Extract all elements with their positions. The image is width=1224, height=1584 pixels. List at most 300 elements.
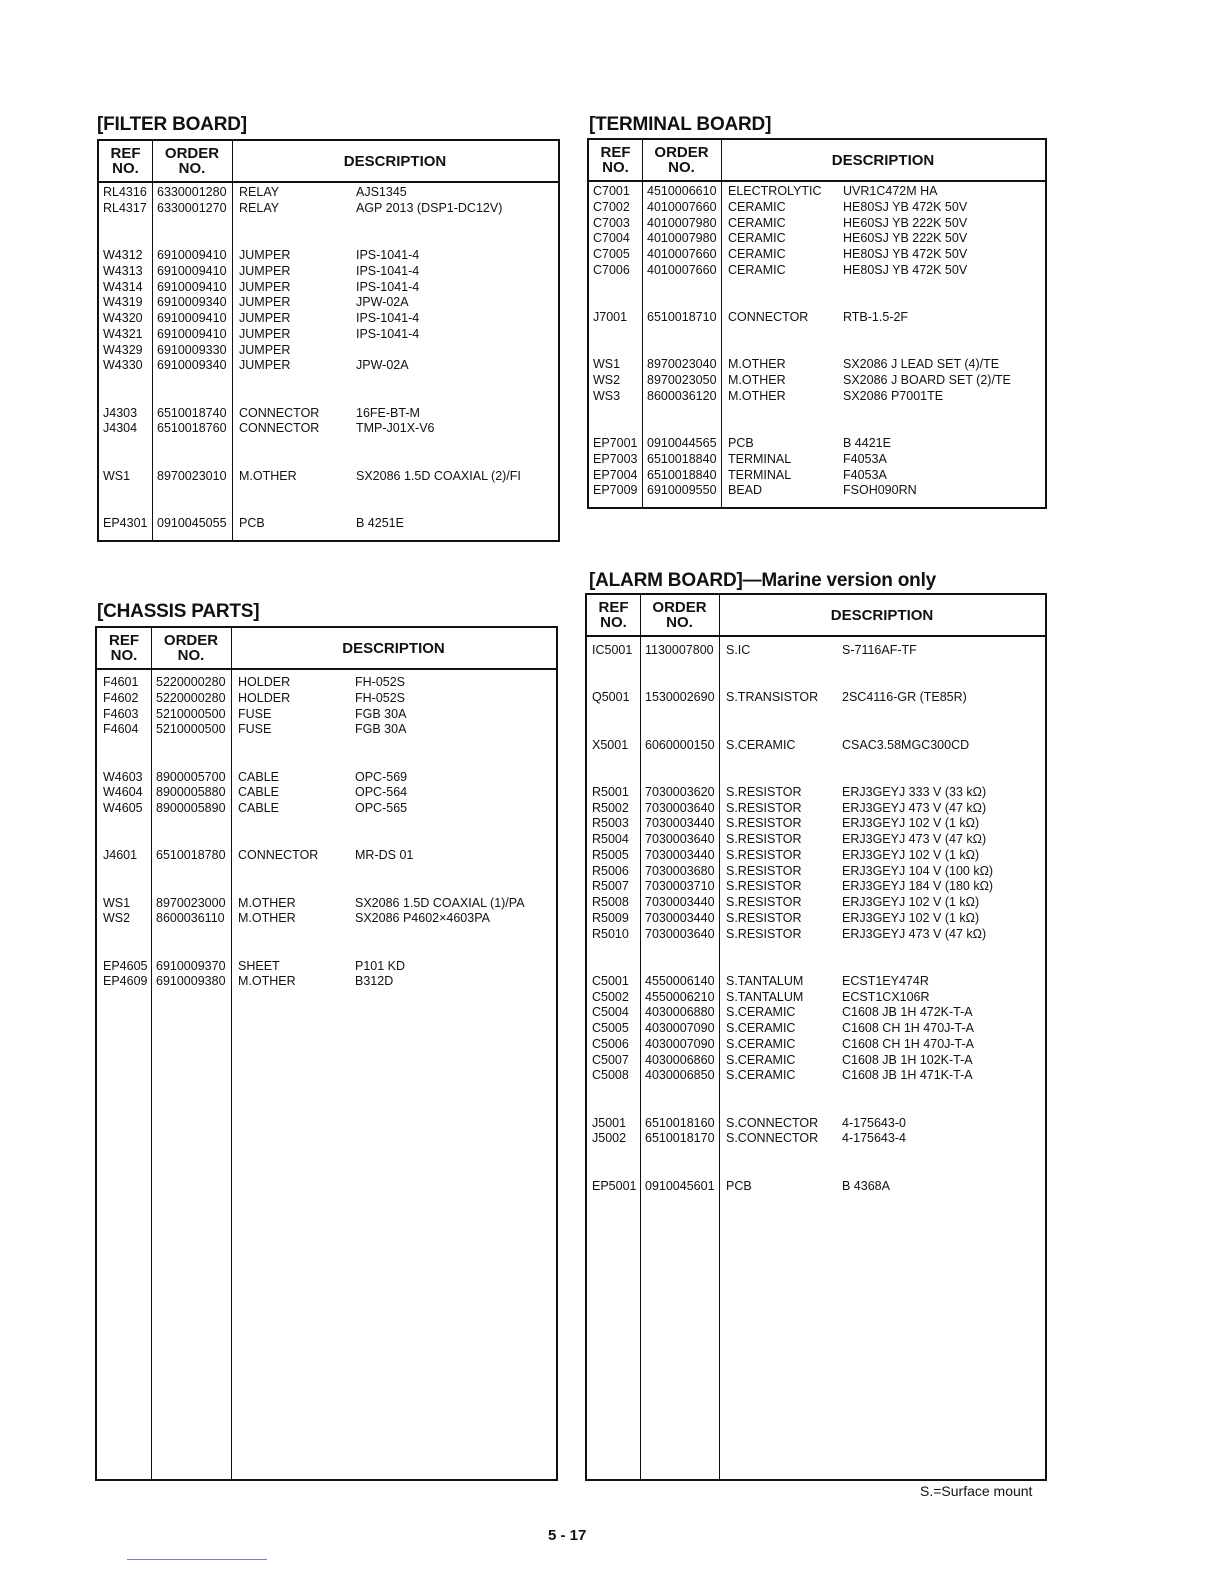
ref-no-cell: WS2 xyxy=(103,911,131,926)
description-cell: IPS-1041-4 xyxy=(356,326,420,341)
table-row xyxy=(587,894,1045,910)
part-type-cell: CABLE xyxy=(238,785,279,800)
description-cell: IPS-1041-4 xyxy=(356,279,420,294)
part-type-cell: S.CERAMIC xyxy=(726,1036,796,1051)
description-cell: FGB 30A xyxy=(355,722,407,737)
ref-no-cell: C5007 xyxy=(592,1052,629,1067)
table-row xyxy=(99,294,558,310)
description-cell: HE80SJ YB 472K 50V xyxy=(843,247,968,261)
order-no-cell: 6330001280 xyxy=(157,185,227,199)
order-no-cell: 8970023000 xyxy=(156,895,226,910)
order-no-cell: 6910009380 xyxy=(156,974,226,989)
ref-no-cell: R5006 xyxy=(592,863,629,878)
part-type-cell: S.RESISTOR xyxy=(726,879,802,894)
order-no-cell: 4030006860 xyxy=(645,1052,715,1067)
table-row xyxy=(587,689,1045,705)
ref-no-cell: WS1 xyxy=(103,895,131,910)
description-cell: UVR1C472M HA xyxy=(843,184,938,198)
ref-no-cell: J7001 xyxy=(593,310,628,324)
order-no-cell: 6510018170 xyxy=(645,1131,715,1146)
ref-no-cell: C5002 xyxy=(592,989,629,1004)
filter-board-section xyxy=(97,115,247,137)
table-row xyxy=(587,737,1045,753)
order-no-cell: 7030003710 xyxy=(645,879,715,894)
chassis-parts-title: [CHASSIS PARTS] xyxy=(97,601,260,622)
part-type-cell: JUMPER xyxy=(239,263,291,278)
description-cell: FH-052S xyxy=(355,690,406,705)
description-cell: P101 KD xyxy=(355,958,406,973)
order-no-cell: 6910009340 xyxy=(157,295,227,310)
description-cell: FGB 30A xyxy=(355,706,407,721)
order-no-cell: 4030006850 xyxy=(645,1068,715,1083)
order-no-cell: 6510018740 xyxy=(157,405,227,420)
part-type-cell: S.TANTALUM xyxy=(726,989,804,1004)
table-row xyxy=(589,451,1045,467)
order-no-cell: 6910009410 xyxy=(157,263,227,278)
order-no-cell: 5220000280 xyxy=(156,690,226,705)
ref-no-cell: EP5001 xyxy=(592,1178,637,1193)
order-no-cell: 4010007980 xyxy=(647,231,717,246)
order-no-cell: 7030003680 xyxy=(645,863,715,878)
table-row xyxy=(99,200,558,216)
description-cell: C1608 JB 1H 472K-T-A xyxy=(842,1005,973,1020)
part-type-cell: CERAMIC xyxy=(728,231,786,246)
part-type-cell: CERAMIC xyxy=(728,262,786,277)
description-cell: TMP-J01X-V6 xyxy=(356,421,435,436)
table-row xyxy=(589,388,1045,404)
description-cell: AJS1345 xyxy=(356,185,407,199)
part-type-cell: PCB xyxy=(239,515,265,530)
description-cell: 4-175643-4 xyxy=(842,1131,906,1146)
order-no-cell: 0910044565 xyxy=(647,436,717,450)
description-cell: ERJ3GEYJ 102 V (1 kΩ) xyxy=(842,847,980,862)
table-row xyxy=(97,847,556,863)
table-row xyxy=(589,183,1045,199)
order-no-cell: 7030003440 xyxy=(645,847,715,862)
table-header xyxy=(587,595,1045,637)
part-type-cell: CONNECTOR xyxy=(728,310,809,324)
description-cell: B 4368A xyxy=(842,1178,890,1193)
part-type-cell: S.TRANSISTOR xyxy=(726,690,819,705)
description-cell: HE80SJ YB 472K 50V xyxy=(843,262,968,277)
part-type-cell: HOLDER xyxy=(238,690,291,705)
order-no-cell: 6910009370 xyxy=(156,958,226,973)
part-type-cell: JUMPER xyxy=(239,295,291,310)
ref-no-cell: W4329 xyxy=(103,342,143,357)
description-cell: IPS-1041-4 xyxy=(356,311,420,325)
part-type-cell: S.RESISTOR xyxy=(726,895,802,909)
table-row xyxy=(99,263,558,279)
description-cell: HE60SJ YB 222K 50V xyxy=(843,215,968,230)
order-no-cell: 6910009330 xyxy=(157,342,227,357)
description-cell: ERJ3GEYJ 184 V (180 kΩ) xyxy=(842,879,994,894)
description-cell: ERJ3GEYJ 102 V (1 kΩ) xyxy=(842,910,980,925)
ref-no-header: REF NO. xyxy=(110,145,141,177)
table-header xyxy=(97,628,556,670)
description-header: DESCRIPTION xyxy=(342,639,445,657)
order-no-cell: 0910045601 xyxy=(645,1178,715,1193)
part-type-cell: CERAMIC xyxy=(728,199,786,214)
part-type-cell: CONNECTOR xyxy=(239,405,320,420)
part-type-cell: M.OTHER xyxy=(728,373,786,387)
ref-no-cell: W4320 xyxy=(103,311,143,325)
description-cell: CSAC3.58MGC300CD xyxy=(842,737,970,752)
description-cell: HE60SJ YB 222K 50V xyxy=(843,231,968,246)
table-row xyxy=(99,326,558,342)
table-row xyxy=(587,642,1045,658)
description-cell: AGP 2013 (DSP1-DC12V) xyxy=(356,200,503,215)
order-no-header: ORDER NO. xyxy=(652,599,707,631)
bottom-rule xyxy=(127,1559,267,1560)
ref-no-cell: F4603 xyxy=(103,706,139,721)
order-no-cell: 5210000500 xyxy=(156,706,226,721)
order-no-cell: 7030003640 xyxy=(645,832,715,846)
order-no-cell: 6510018780 xyxy=(156,848,226,863)
table-row xyxy=(99,468,558,484)
order-no-cell: 4030007090 xyxy=(645,1021,715,1035)
ref-no-cell: EP4609 xyxy=(103,974,148,989)
part-type-cell: CONNECTOR xyxy=(238,848,319,863)
order-no-cell: 7030003440 xyxy=(645,895,715,909)
description-cell: IPS-1041-4 xyxy=(356,248,420,262)
description-header: DESCRIPTION xyxy=(831,151,935,169)
ref-no-cell: R5010 xyxy=(592,926,629,941)
part-type-cell: S.RESISTOR xyxy=(726,847,802,862)
chassis-parts-table xyxy=(95,626,558,1481)
terminal-board-table xyxy=(587,138,1047,509)
ref-no-cell: RL4317 xyxy=(103,200,147,215)
ref-no-cell: EP7003 xyxy=(593,451,638,466)
part-type-cell: SHEET xyxy=(238,958,280,973)
order-no-cell: 8970023010 xyxy=(157,468,227,483)
part-type-cell: S.CERAMIC xyxy=(726,1052,796,1067)
table-row xyxy=(97,784,556,800)
order-no-cell: 7030003640 xyxy=(645,926,715,941)
order-no-cell: 6510018840 xyxy=(647,451,717,466)
ref-no-cell: C7001 xyxy=(593,184,630,198)
part-type-cell: M.OTHER xyxy=(239,468,297,483)
description-cell: C1608 CH 1H 470J-T-A xyxy=(842,1021,975,1035)
description-cell: FH-052S xyxy=(355,675,406,689)
part-type-cell: S.IC xyxy=(726,643,751,657)
description-cell: C1608 JB 1H 471K-T-A xyxy=(842,1068,973,1083)
ref-no-cell: Q5001 xyxy=(592,690,630,705)
description-cell: HE80SJ YB 472K 50V xyxy=(843,199,968,214)
table-row xyxy=(589,230,1045,246)
table-row xyxy=(587,989,1045,1005)
description-cell: 16FE-BT-M xyxy=(356,405,420,420)
table-row xyxy=(97,973,556,989)
ref-no-cell: C7005 xyxy=(593,247,630,261)
ref-no-cell: C5001 xyxy=(592,973,629,988)
part-type-cell: CERAMIC xyxy=(728,247,786,261)
order-no-cell: 0910045055 xyxy=(157,515,227,530)
part-type-cell: S.CERAMIC xyxy=(726,737,796,752)
part-type-cell: M.OTHER xyxy=(238,895,296,910)
part-type-cell: PCB xyxy=(728,436,754,450)
ref-no-cell: C5004 xyxy=(592,1005,629,1020)
order-no-cell: 4550006210 xyxy=(645,989,715,1004)
ref-no-cell: C5006 xyxy=(592,1036,629,1051)
description-cell: SX2086 P7001TE xyxy=(843,388,944,403)
order-no-cell: 6510018710 xyxy=(647,310,717,324)
table-row xyxy=(587,863,1045,879)
part-type-cell: M.OTHER xyxy=(238,974,296,989)
order-no-cell: 8900005700 xyxy=(156,769,226,784)
order-no-cell: 7030003440 xyxy=(645,816,715,831)
part-type-cell: S.CERAMIC xyxy=(726,1068,796,1083)
table-row xyxy=(587,847,1045,863)
ref-no-cell: W4321 xyxy=(103,326,143,341)
ref-no-cell: F4604 xyxy=(103,722,139,737)
part-type-cell: S.RESISTOR xyxy=(726,910,802,925)
alarm-board-title: [ALARM BOARD]—Marine version only xyxy=(589,570,937,591)
chassis-parts-section xyxy=(97,602,259,624)
table-row xyxy=(589,356,1045,372)
ref-no-cell: W4312 xyxy=(103,248,143,262)
table-row xyxy=(589,215,1045,231)
part-type-cell: S.RESISTOR xyxy=(726,800,802,815)
part-type-cell: S.RESISTOR xyxy=(726,784,802,799)
order-no-cell: 6910009410 xyxy=(157,279,227,294)
order-no-cell: 8600036110 xyxy=(156,911,225,926)
ref-no-cell: W4319 xyxy=(103,295,143,310)
part-type-cell: CABLE xyxy=(238,769,279,784)
table-row xyxy=(97,769,556,785)
part-type-cell: JUMPER xyxy=(239,279,291,294)
order-no-cell: 4030007090 xyxy=(645,1036,715,1051)
table-row xyxy=(99,515,558,531)
ref-no-cell: R5005 xyxy=(592,847,629,862)
table-row xyxy=(587,878,1045,894)
ref-no-cell: R5003 xyxy=(592,816,629,831)
part-type-cell: TERMINAL xyxy=(728,451,792,466)
table-row xyxy=(589,372,1045,388)
description-cell: JPW-02A xyxy=(356,358,409,373)
table-row xyxy=(587,815,1045,831)
order-no-cell: 6510018840 xyxy=(647,467,717,482)
ref-no-cell: EP4301 xyxy=(103,515,148,530)
alarm-board-section xyxy=(589,571,936,593)
table-row xyxy=(587,973,1045,989)
ref-no-cell: WS3 xyxy=(593,388,621,403)
table-row xyxy=(97,958,556,974)
part-type-cell: S.CERAMIC xyxy=(726,1021,796,1035)
table-row xyxy=(99,357,558,373)
terminal-board-section xyxy=(589,115,771,137)
ref-no-header: REF NO. xyxy=(598,599,629,631)
filter-board-table xyxy=(97,139,560,542)
order-no-cell: 7030003440 xyxy=(645,910,715,925)
ref-no-cell: R5008 xyxy=(592,895,629,909)
table-row xyxy=(587,1067,1045,1083)
table-row xyxy=(589,482,1045,498)
description-cell: JPW-02A xyxy=(356,295,409,310)
table-row xyxy=(587,1178,1045,1194)
order-no-cell: 8900005880 xyxy=(156,785,226,800)
table-row xyxy=(97,910,556,926)
part-type-cell: CABLE xyxy=(238,801,279,815)
description-cell: ECST1CX106R xyxy=(842,989,930,1004)
description-cell: ERJ3GEYJ 102 V (1 kΩ) xyxy=(842,816,980,831)
order-no-cell: 7030003620 xyxy=(645,784,715,799)
table-header xyxy=(99,141,558,183)
table-row xyxy=(589,246,1045,262)
table-row xyxy=(587,1130,1045,1146)
ref-no-cell: C5008 xyxy=(592,1068,629,1083)
table-row xyxy=(97,706,556,722)
description-cell: ERJ3GEYJ 473 V (47 kΩ) xyxy=(842,926,987,941)
table-row xyxy=(589,435,1045,451)
table-row xyxy=(97,800,556,816)
order-no-cell: 6060000150 xyxy=(645,737,715,752)
description-cell: ERJ3GEYJ 104 V (100 kΩ) xyxy=(842,863,994,878)
part-type-cell: FUSE xyxy=(238,722,272,737)
part-type-cell: JUMPER xyxy=(239,248,291,262)
part-type-cell: S.RESISTOR xyxy=(726,926,802,941)
description-cell: OPC-564 xyxy=(355,785,408,800)
description-cell: SX2086 1.5D COAXIAL (2)/FI xyxy=(356,468,521,483)
table-row xyxy=(97,674,556,690)
order-no-cell: 4030006880 xyxy=(645,1005,715,1020)
description-cell: SX2086 P4602×4603PA xyxy=(355,911,490,926)
table-header xyxy=(589,140,1045,182)
ref-no-cell: J4601 xyxy=(103,848,138,863)
description-cell: SX2086 J BOARD SET (2)/TE xyxy=(843,373,1011,387)
part-type-cell: S.RESISTOR xyxy=(726,816,802,831)
table-row xyxy=(587,800,1045,816)
part-type-cell: ELECTROLYTIC xyxy=(728,184,822,198)
part-type-cell: S.RESISTOR xyxy=(726,863,802,878)
table-row xyxy=(589,262,1045,278)
ref-no-cell: C7004 xyxy=(593,231,630,246)
order-no-cell: 4010007980 xyxy=(647,215,717,230)
ref-no-header: REF NO. xyxy=(109,632,139,664)
description-cell: ERJ3GEYJ 473 V (47 kΩ) xyxy=(842,800,987,815)
surface-mount-footnote: S.=Surface mount xyxy=(920,1483,1033,1499)
table-row xyxy=(587,1004,1045,1020)
alarm-board-table xyxy=(585,593,1047,1481)
part-type-cell: JUMPER xyxy=(239,342,291,357)
order-no-cell: 4010007660 xyxy=(647,262,717,277)
table-row xyxy=(587,831,1045,847)
description-cell: OPC-569 xyxy=(355,769,408,784)
order-no-cell: 6910009340 xyxy=(157,358,227,373)
part-type-cell: S.RESISTOR xyxy=(726,832,802,846)
ref-no-cell: W4313 xyxy=(103,263,143,278)
ref-no-cell: W4603 xyxy=(103,769,143,784)
description-cell: ECST1EY474R xyxy=(842,973,929,988)
order-no-cell: 5210000500 xyxy=(156,722,226,737)
part-type-cell: PCB xyxy=(726,1178,752,1193)
description-cell: FSOH090RN xyxy=(843,483,917,498)
description-cell: OPC-565 xyxy=(355,801,408,815)
ref-no-cell: X5001 xyxy=(592,737,629,752)
ref-no-cell: IC5001 xyxy=(592,643,633,657)
ref-no-cell: R5004 xyxy=(592,832,629,846)
ref-no-cell: C7006 xyxy=(593,262,630,277)
description-header: DESCRIPTION xyxy=(343,152,447,170)
part-type-cell: RELAY xyxy=(239,185,280,199)
table-row xyxy=(589,199,1045,215)
table-row xyxy=(587,1036,1045,1052)
ref-no-cell: C7002 xyxy=(593,199,630,214)
description-cell: F4053A xyxy=(843,451,887,466)
ref-no-cell: EP7004 xyxy=(593,467,638,482)
order-no-cell: 1530002690 xyxy=(645,690,715,705)
table-row xyxy=(589,467,1045,483)
table-row xyxy=(99,420,558,436)
order-no-cell: 8970023040 xyxy=(647,357,717,372)
description-cell: SX2086 1.5D COAXIAL (1)/PA xyxy=(355,895,525,910)
ref-no-cell: R5009 xyxy=(592,910,629,925)
description-cell: B 4421E xyxy=(843,436,891,450)
table-row xyxy=(97,721,556,737)
description-header: DESCRIPTION xyxy=(830,606,934,624)
ref-no-cell: F4602 xyxy=(103,690,139,705)
description-cell: C1608 JB 1H 102K-T-A xyxy=(842,1052,973,1067)
order-no-cell: 6510018760 xyxy=(157,421,227,436)
ref-no-cell: J4304 xyxy=(103,421,138,436)
part-type-cell: JUMPER xyxy=(239,326,291,341)
ref-no-cell: R5007 xyxy=(592,879,629,894)
table-row xyxy=(587,1020,1045,1036)
table-row xyxy=(99,279,558,295)
part-type-cell: CONNECTOR xyxy=(239,421,320,436)
part-type-cell: S.CONNECTOR xyxy=(726,1131,819,1146)
ref-no-cell: W4330 xyxy=(103,358,143,373)
ref-no-cell: F4601 xyxy=(103,675,139,689)
ref-no-header: REF NO. xyxy=(600,144,631,176)
table-row xyxy=(587,910,1045,926)
table-row xyxy=(99,247,558,263)
order-no-cell: 6910009550 xyxy=(647,483,717,498)
order-no-cell: 8600036120 xyxy=(647,388,717,403)
part-type-cell: BEAD xyxy=(728,483,763,498)
description-cell: ERJ3GEYJ 333 V (33 kΩ) xyxy=(842,784,987,799)
ref-no-cell: EP7009 xyxy=(593,483,638,498)
description-cell: 4-175643-0 xyxy=(842,1115,906,1130)
part-type-cell: CERAMIC xyxy=(728,215,786,230)
order-no-cell: 8970023050 xyxy=(647,373,717,387)
description-cell: B 4251E xyxy=(356,515,404,530)
order-no-cell: 4550006140 xyxy=(645,973,715,988)
order-no-cell: 4010007660 xyxy=(647,199,717,214)
ref-no-cell: J5001 xyxy=(592,1115,627,1130)
order-no-cell: 8900005890 xyxy=(156,801,226,815)
order-no-cell: 6330001270 xyxy=(157,200,227,215)
description-cell: F4053A xyxy=(843,467,887,482)
ref-no-cell: WS1 xyxy=(593,357,621,372)
description-cell: 2SC4116-GR (TE85R) xyxy=(842,690,967,705)
table-row xyxy=(589,309,1045,325)
part-type-cell: RELAY xyxy=(239,200,280,215)
order-no-cell: 6510018160 xyxy=(645,1115,715,1130)
part-type-cell: M.OTHER xyxy=(728,388,786,403)
ref-no-cell: W4605 xyxy=(103,801,143,815)
order-no-cell: 6910009410 xyxy=(157,248,227,262)
table-row xyxy=(99,184,558,200)
table-row xyxy=(99,405,558,421)
ref-no-cell: W4314 xyxy=(103,279,143,294)
part-type-cell: HOLDER xyxy=(238,675,291,689)
order-no-header: ORDER NO. xyxy=(164,145,220,177)
part-type-cell: JUMPER xyxy=(239,358,291,373)
order-no-header: ORDER NO. xyxy=(654,144,709,176)
description-cell: ERJ3GEYJ 102 V (1 kΩ) xyxy=(842,895,980,909)
filter-board-title: [FILTER BOARD] xyxy=(97,114,247,135)
description-cell: ERJ3GEYJ 473 V (47 kΩ) xyxy=(842,832,987,846)
